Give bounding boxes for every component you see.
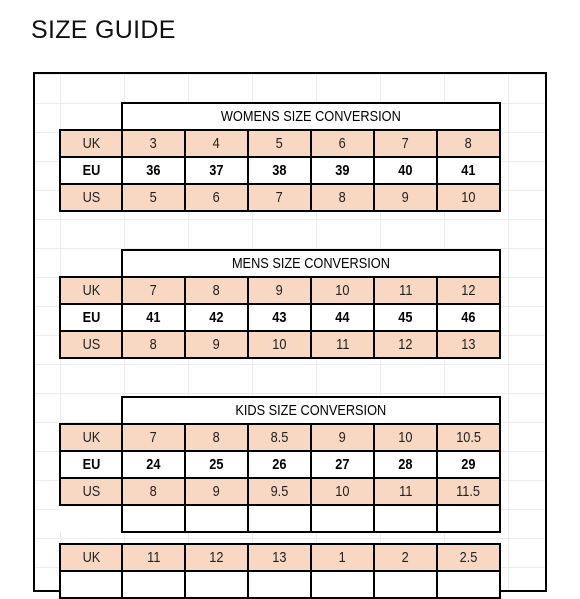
mens-table-title: MENS SIZE CONVERSION: [122, 250, 500, 277]
kids-table-title: KIDS SIZE CONVERSION: [122, 397, 500, 424]
cut-off-cell: [311, 571, 374, 598]
size-cell: 11: [374, 277, 437, 304]
size-cell: 10.5: [437, 424, 500, 451]
size-cell: 4: [185, 130, 248, 157]
blank-cell: [60, 250, 122, 277]
size-cell: 5: [122, 184, 185, 211]
size-cell: 40: [374, 157, 437, 184]
size-cell: 9: [374, 184, 437, 211]
size-cell: 11: [122, 544, 185, 571]
size-cell: 46: [437, 304, 500, 331]
size-cell: 29: [437, 451, 500, 478]
table-row: [60, 571, 500, 598]
table-row: [60, 304, 500, 331]
cut-off-cell: [437, 571, 500, 598]
table-row: [60, 277, 500, 304]
empty-cell: [122, 505, 185, 532]
size-cell: 9: [311, 424, 374, 451]
size-cell: 10: [248, 331, 311, 358]
size-cell: 2.5: [437, 544, 500, 571]
row-label-us: US: [60, 478, 122, 505]
size-cell: 10: [311, 478, 374, 505]
cut-off-cell: [122, 571, 185, 598]
cut-off-cell: [248, 571, 311, 598]
row-label-uk: UK: [60, 424, 122, 451]
size-cell: 13: [437, 331, 500, 358]
size-cell: 8: [122, 331, 185, 358]
kids-size-table: [59, 396, 501, 599]
size-cell: 26: [248, 451, 311, 478]
size-cell: 28: [374, 451, 437, 478]
size-cell: 9: [185, 331, 248, 358]
size-cell: 6: [185, 184, 248, 211]
size-cell: 7: [122, 277, 185, 304]
size-cell: 11: [311, 331, 374, 358]
size-cell: 11: [374, 478, 437, 505]
row-label-eu: EU: [60, 304, 122, 331]
empty-cell: [437, 505, 500, 532]
row-label-us: US: [60, 331, 122, 358]
size-cell: 5: [248, 130, 311, 157]
size-cell: 25: [185, 451, 248, 478]
row-label-eu: EU: [60, 157, 122, 184]
cut-off-cell: [374, 571, 437, 598]
size-cell: 11.5: [437, 478, 500, 505]
page-title: SIZE GUIDE: [31, 16, 176, 44]
empty-cell: [248, 505, 311, 532]
table-row: [60, 478, 500, 505]
womens-table-title: WOMENS SIZE CONVERSION: [122, 103, 500, 130]
cut-off-cell: [60, 571, 122, 598]
size-cell: 12: [185, 544, 248, 571]
size-cell: 9.5: [248, 478, 311, 505]
table-row: [60, 505, 500, 532]
size-cell: 9: [185, 478, 248, 505]
size-cell: 7: [374, 130, 437, 157]
row-label-uk: UK: [60, 130, 122, 157]
size-cell: 12: [374, 331, 437, 358]
row-label-uk: UK: [60, 277, 122, 304]
empty-cell: [311, 505, 374, 532]
size-cell: 3: [122, 130, 185, 157]
size-cell: 6: [311, 130, 374, 157]
size-cell: 8: [122, 478, 185, 505]
size-cell: 12: [437, 277, 500, 304]
empty-cell: [185, 505, 248, 532]
size-cell: 13: [248, 544, 311, 571]
size-cell: 38: [248, 157, 311, 184]
size-cell: 8: [185, 424, 248, 451]
spacer: [60, 532, 500, 544]
size-cell: 9: [248, 277, 311, 304]
table-row: [60, 130, 500, 157]
size-cell: 7: [122, 424, 185, 451]
blank-cell: [60, 397, 122, 424]
size-cell: 7: [248, 184, 311, 211]
size-cell: 1: [311, 544, 374, 571]
mens-size-table: [59, 249, 501, 359]
womens-size-table: [59, 102, 501, 212]
table-row: [60, 424, 500, 451]
size-cell: 36: [122, 157, 185, 184]
size-cell: 39: [311, 157, 374, 184]
empty-cell: [374, 505, 437, 532]
row-label-us: US: [60, 184, 122, 211]
size-cell: 8: [185, 277, 248, 304]
size-cell: 10: [311, 277, 374, 304]
table-row: [60, 157, 500, 184]
table-row: [60, 544, 500, 571]
size-cell: 41: [122, 304, 185, 331]
size-cell: 42: [185, 304, 248, 331]
table-row: [60, 184, 500, 211]
table-row: [60, 331, 500, 358]
size-cell: 45: [374, 304, 437, 331]
size-cell: 10: [374, 424, 437, 451]
size-cell: 37: [185, 157, 248, 184]
size-cell: 2: [374, 544, 437, 571]
blank-cell: [60, 103, 122, 130]
size-cell: 10: [437, 184, 500, 211]
size-cell: 44: [311, 304, 374, 331]
row-label-uk: UK: [60, 544, 122, 571]
size-cell: 41: [437, 157, 500, 184]
row-label-eu: EU: [60, 451, 122, 478]
size-cell: 8: [437, 130, 500, 157]
cut-off-cell: [185, 571, 248, 598]
blank-cell: [60, 505, 122, 532]
size-cell: 8.5: [248, 424, 311, 451]
size-cell: 24: [122, 451, 185, 478]
size-cell: 8: [311, 184, 374, 211]
size-cell: 27: [311, 451, 374, 478]
table-row: [60, 451, 500, 478]
size-cell: 43: [248, 304, 311, 331]
